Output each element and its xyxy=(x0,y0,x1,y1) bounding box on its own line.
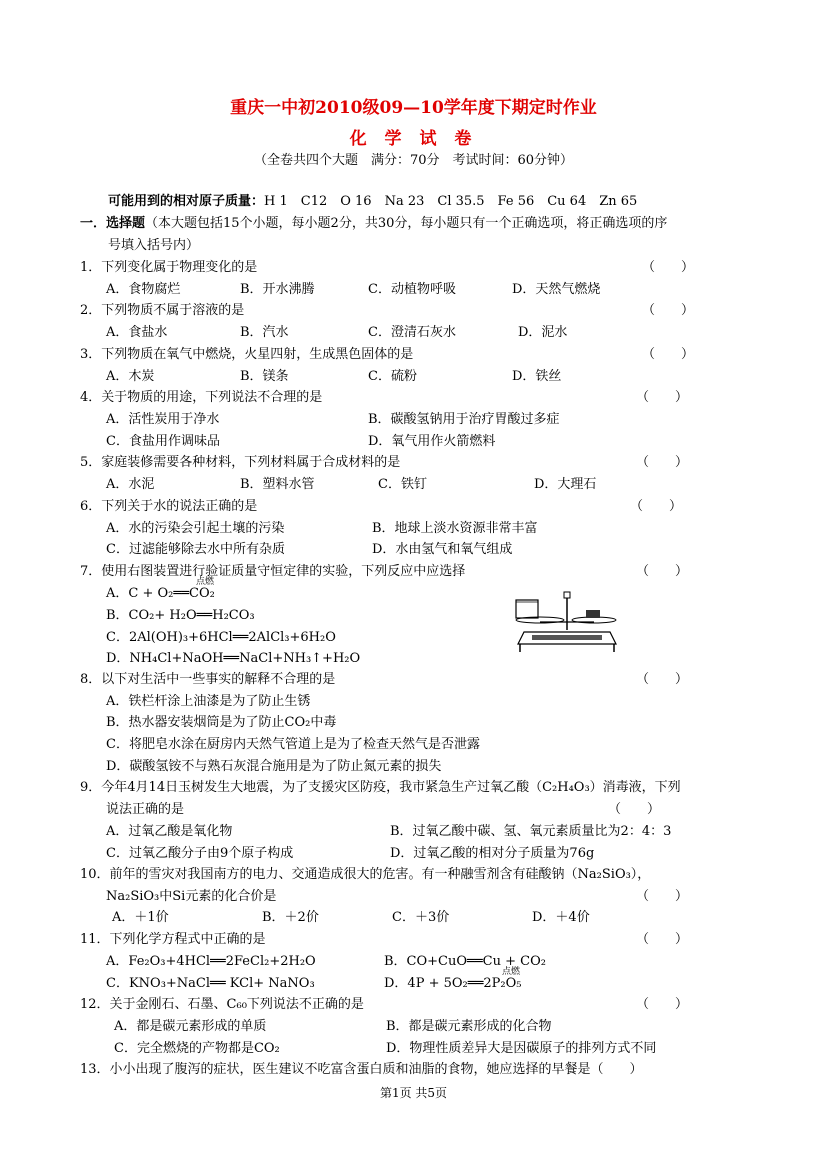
option-c: C．2Al(OH)₃+6HCl══2AlCl₃+6H₂O xyxy=(106,630,336,645)
option-a: A．食物腐烂 xyxy=(106,282,181,297)
option-d: D．铁丝 xyxy=(512,369,562,384)
question-stem: 9．今年4月14日玉树发生大地震，为了支援灾区防疫，我市紧急生产过氧乙酸（C₂H₄O₃）消毒液，下列 xyxy=(80,780,681,795)
option-b: B．CO+CuO══Cu + CO₂ xyxy=(384,954,546,969)
option-b: B．开水沸腾 xyxy=(240,282,315,297)
question-stem: 11．下列化学方程式中正确的是 xyxy=(80,932,266,947)
option-a: A．过氧乙酸是氧化物 xyxy=(106,824,233,839)
option-d: D．大理石 xyxy=(534,477,597,492)
page-subtitle: 化 学 试 卷 xyxy=(349,129,478,149)
option-b: B．CO₂+ H₂O══H₂CO₃ xyxy=(106,608,255,623)
option-b: B．塑料水管 xyxy=(240,477,315,492)
balance-scale-illustration xyxy=(512,588,622,654)
option-d: D．物理性质差异大是因碳原子的排列方式不同 xyxy=(386,1041,657,1056)
option-a: A．水的污染会引起土壤的污染 xyxy=(106,521,285,536)
option-c: C．动植物呼吸 xyxy=(368,282,456,297)
option-c: C．食盐用作调味品 xyxy=(106,434,220,449)
option-c: C．完全燃烧的产物都是CO₂ xyxy=(114,1041,280,1056)
option-d: D．碳酸氢铵不与熟石灰混合施用是为了防止氮元素的损失 xyxy=(106,759,442,774)
option-a: A．Fe₂O₃+4HCl══2FeCl₂+2H₂O xyxy=(106,954,316,969)
exam-info: （全卷共四个大题 满分：70分 考试时间：60分钟） xyxy=(253,153,574,168)
option-c: C．过氧乙酸分子由9个原子构成 xyxy=(106,846,294,861)
option-a: A．铁栏杆涂上油漆是为了防止生锈 xyxy=(106,694,311,709)
option-d xyxy=(384,967,522,991)
atomic-mass-line xyxy=(108,190,637,209)
answer-paren[interactable]: （ ） xyxy=(636,390,689,405)
atomic-mass-label: 可能用到的相对原子质量： xyxy=(108,194,265,209)
answer-paren[interactable]: （ ） xyxy=(636,997,689,1012)
question-stem: 2．下列物质不属于溶液的是 xyxy=(80,303,245,318)
section-heading xyxy=(80,212,667,231)
question-stem: 13．小小出现了腹泻的症状，医生建议不吃富含蛋白质和油脂的食物，她应选择的早餐是（ ） xyxy=(80,1062,643,1077)
answer-paren[interactable]: （ ） xyxy=(636,672,689,687)
option-d: D．＋4价 xyxy=(532,910,590,925)
option-a: A．食盐水 xyxy=(106,325,168,340)
answer-paren[interactable]: （ ） xyxy=(630,499,683,514)
option-c: C．过滤能够除去水中所有杂质 xyxy=(106,542,285,557)
answer-paren[interactable]: （ ） xyxy=(642,303,695,318)
option-a: A．木炭 xyxy=(106,369,155,384)
option-d: D．NH₄Cl+NaOH══NaCl+NH₃↑+H₂O xyxy=(106,651,361,666)
option-a xyxy=(106,577,215,601)
question-stem: 12．关于金刚石、石墨、C₆₀下列说法不正确的是 xyxy=(80,997,364,1012)
option-b: B．过氧乙酸中碳、氢、氧元素质量比为2：4：3 xyxy=(390,824,672,839)
option-c: C．硫粉 xyxy=(368,369,417,384)
option-c: C．铁钉 xyxy=(378,477,427,492)
option-b: B．＋2价 xyxy=(262,910,319,925)
answer-paren[interactable]: （ ） xyxy=(608,802,661,817)
option-d: D．水由氢气和氧气组成 xyxy=(372,542,513,557)
answer-paren[interactable]: （ ） xyxy=(636,455,689,470)
option-c: C．＋3价 xyxy=(392,910,450,925)
option-a-text: A．C + O₂══CO₂ xyxy=(106,586,215,601)
reaction-condition: 点燃 xyxy=(502,967,521,977)
answer-paren[interactable]: （ ） xyxy=(642,260,695,275)
question-stem: 8．以下对生活中一些事实的解释不合理的是 xyxy=(80,672,336,687)
question-stem: 7．使用右图装置进行验证质量守恒定律的实验，下列反应中应选择 xyxy=(80,564,466,579)
page-title: 重庆一中初2010级09—10学年度下期定时作业 xyxy=(230,98,597,118)
option-a: A．水泥 xyxy=(106,477,155,492)
option-d-text: D．4P + 5O₂══2P₂O₅ xyxy=(384,976,522,991)
answer-paren[interactable]: （ ） xyxy=(636,889,689,904)
answer-paren[interactable]: （ ） xyxy=(636,564,689,579)
option-b: B．热水器安装烟筒是为了防止CO₂中毒 xyxy=(106,715,337,730)
option-b: B．汽水 xyxy=(240,325,289,340)
question-stem-cont: Na₂SiO₃中Si元素的化合价是 xyxy=(106,889,277,904)
option-b: B．都是碳元素形成的化合物 xyxy=(386,1019,552,1034)
option-d: D．天然气燃烧 xyxy=(512,282,601,297)
question-stem: 6．下列关于水的说法正确的是 xyxy=(80,499,258,514)
option-c: C．澄清石灰水 xyxy=(368,325,456,340)
option-b: B．镁条 xyxy=(240,369,289,384)
option-c: C．将肥皂水涂在厨房内天然气管道上是为了检查天然气是否泄露 xyxy=(106,737,480,752)
question-stem: 3．下列物质在氧气中燃烧，火星四射，生成黑色固体的是 xyxy=(80,347,414,362)
question-stem: 4．关于物质的用途，下列说法不合理的是 xyxy=(80,390,323,405)
option-b: B．碳酸氢钠用于治疗胃酸过多症 xyxy=(368,412,560,427)
answer-paren[interactable]: （ ） xyxy=(642,347,695,362)
option-d: D．氧气用作火箭燃料 xyxy=(368,434,496,449)
option-a: A．活性炭用于净水 xyxy=(106,412,220,427)
reaction-condition: 点燃 xyxy=(196,577,215,587)
atomic-mass-values: H 1 C12 O 16 Na 23 Cl 35.5 Fe 56 Cu 64 Zn 65 xyxy=(264,194,638,209)
question-stem: 10．前年的雪灾对我国南方的电力、交通造成很大的危害。有一种融雪剂含有硅酸钠（Na₂SiO₃）， xyxy=(80,867,651,882)
option-d: D．泥水 xyxy=(518,325,568,340)
section-desc-cont: 号填入括号内） xyxy=(108,238,200,253)
option-c: C．KNO₃+NaCl══ KCl+ NaNO₃ xyxy=(106,976,315,991)
option-a: A．都是碳元素形成的单质 xyxy=(114,1019,267,1034)
page-footer: 第1页 共5页 xyxy=(379,1086,448,1100)
section-desc: （本大题包括15个小题，每小题2分，共30分，每小题只有一个正确选项，将正确选项的序 xyxy=(145,216,668,231)
question-stem: 1．下列变化属于物理变化的是 xyxy=(80,260,258,275)
question-stem: 5．家庭装修需要各种材料，下列材料属于合成材料的是 xyxy=(80,455,401,470)
option-d: D．过氧乙酸的相对分子质量为76g xyxy=(390,846,595,861)
section-title: 一．选择题 xyxy=(80,216,146,231)
answer-paren[interactable]: （ ） xyxy=(636,932,689,947)
option-b: B．地球上淡水资源非常丰富 xyxy=(372,521,538,536)
option-a: A．＋1价 xyxy=(112,910,169,925)
question-stem-cont: 说法正确的是 xyxy=(106,802,185,817)
